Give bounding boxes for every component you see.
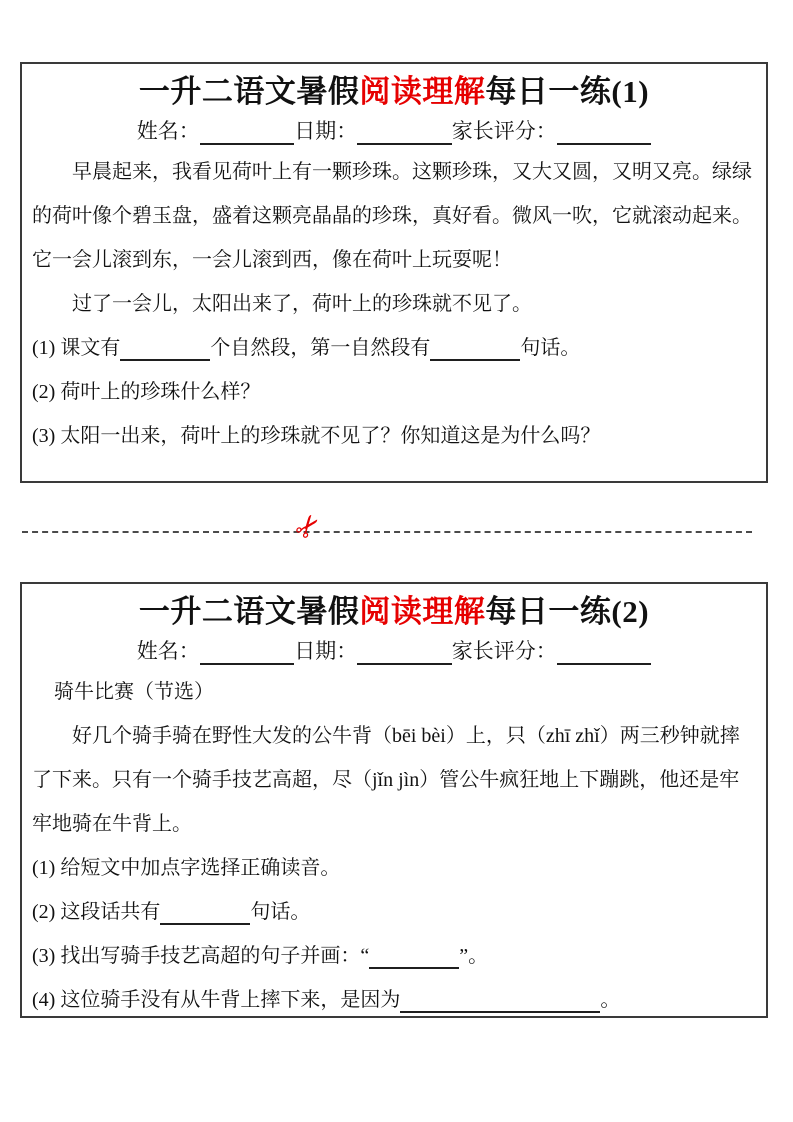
title-suffix: 每日一练(1) xyxy=(485,74,650,109)
title-highlight: 阅读理解 xyxy=(359,74,486,109)
scissors-icon: ✂ xyxy=(287,506,331,548)
question-line: (2) 荷叶上的珍珠什么样？ xyxy=(32,381,261,403)
passage-paragraph: 早晨起来，我看见荷叶上有一颗珍珠。这颗珍珠，又大又圆，又明又亮。绿绿的荷叶像个碧玉盘，盛着这颗亮晶晶的珍珠，真好看。微风一吹，它就滚动起来。它一会儿滚到东，一会儿滚到西，像在荷叶上玩耍呢！ xyxy=(32,161,752,271)
question-line: (4) 这位骑手没有从牛背上摔下来，是因为 。 xyxy=(32,989,621,1011)
title-suffix: 每日一练(2) xyxy=(485,594,650,629)
question-line: (3) 找出写骑手技艺高超的句子并画：“ ”。 xyxy=(32,945,489,967)
fill-in-blank xyxy=(120,337,210,361)
section-body xyxy=(32,150,756,458)
fill-in-blank xyxy=(200,639,295,665)
name-date-score-line: 姓名： 日期： 家长评分： xyxy=(32,115,756,148)
section-body xyxy=(32,670,756,1022)
question-line: (2) 这段话共有 句话。 xyxy=(32,901,311,923)
section-title xyxy=(32,589,756,635)
fill-in-blank xyxy=(200,119,295,145)
title-prefix: 一升二语文暑假 xyxy=(138,594,360,629)
question-line: (3) 太阳一出来，荷叶上的珍珠就不见了？你知道这是为什么吗？ xyxy=(32,425,601,447)
fill-in-blank xyxy=(430,337,520,361)
passage-paragraph: 好几个骑手骑在野性大发的公牛背（bēi bèi）上，只（zhī zhǐ）两三秒钟就摔了下来。只有一个骑手技艺高超，尽（jǐn jìn）管公牛疯狂地上下蹦跳，他还是牢牢地骑在牛背上。 xyxy=(32,725,740,835)
passage-subtitle: 骑牛比赛（节选） xyxy=(54,681,214,703)
question-line: (1) 课文有 个自然段，第一自然段有 句话。 xyxy=(32,337,581,359)
passage-paragraph: 过了一会儿，太阳出来了，荷叶上的珍珠就不见了。 xyxy=(72,293,532,315)
title-highlight: 阅读理解 xyxy=(359,594,486,629)
fill-in-blank xyxy=(357,639,452,665)
title-prefix: 一升二语文暑假 xyxy=(138,74,360,109)
question-line: (1) 给短文中加点字选择正确读音。 xyxy=(32,857,341,879)
fill-in-blank xyxy=(557,119,652,145)
fill-in-blank xyxy=(357,119,452,145)
practice-card-1 xyxy=(20,62,768,483)
name-date-score-line: 姓名： 日期： 家长评分： xyxy=(32,635,756,668)
fill-in-blank xyxy=(557,639,652,665)
fill-in-blank xyxy=(400,989,600,1013)
fill-in-blank xyxy=(160,901,250,925)
practice-card-2 xyxy=(20,582,768,1018)
cut-line xyxy=(22,531,752,533)
section-title xyxy=(32,69,756,115)
fill-in-blank xyxy=(369,945,459,969)
